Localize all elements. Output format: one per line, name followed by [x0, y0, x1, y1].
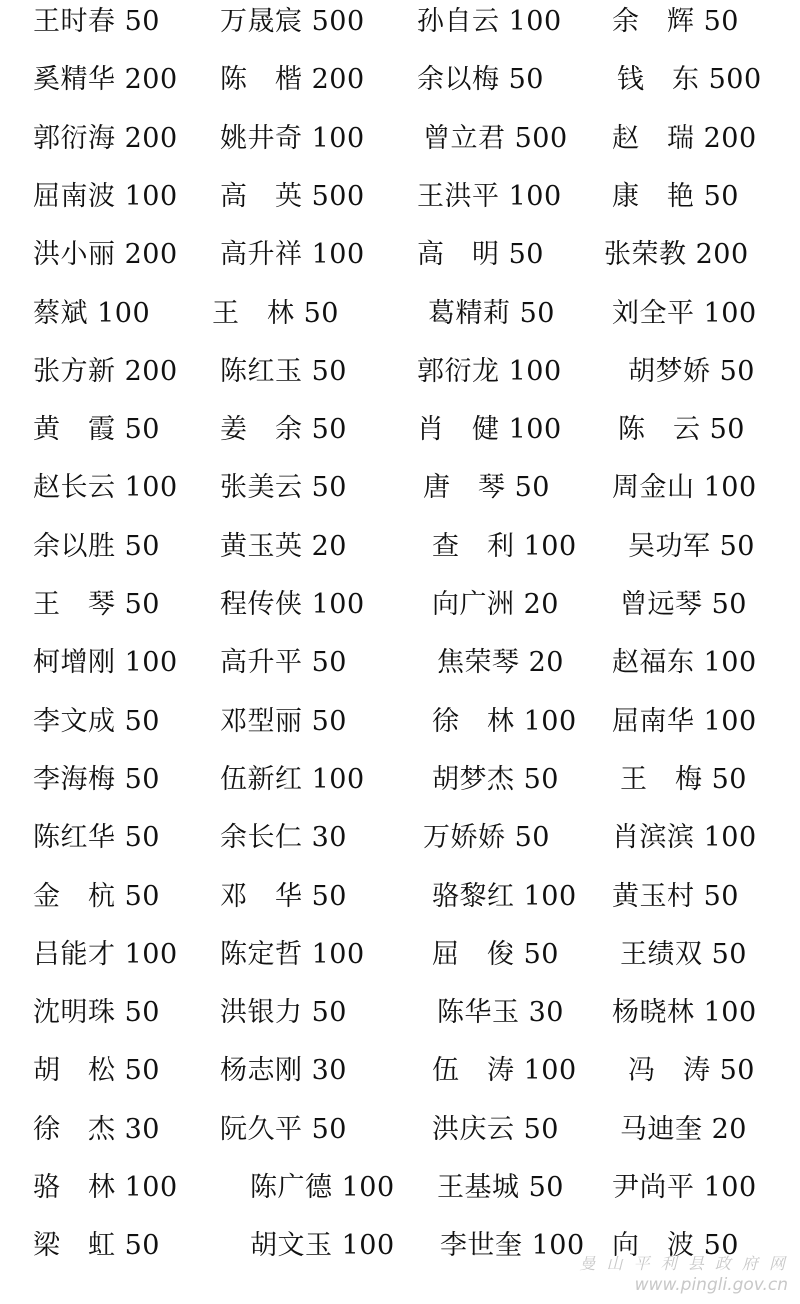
donor-entry: 奚精华 200: [33, 64, 178, 95]
donor-entry: 徐 林 100: [432, 706, 577, 737]
donor-entry: 陈红华 50: [33, 822, 160, 853]
donor-entry: 吴功军 50: [628, 531, 755, 562]
donor-entry: 陈红玉 50: [220, 356, 347, 387]
donor-entry: 屈 俊 50: [432, 939, 559, 970]
donor-entry: 骆黎红 100: [432, 881, 577, 912]
donor-entry: 陈广德 100: [250, 1172, 395, 1203]
donor-entry: 阮久平 50: [220, 1114, 347, 1145]
donor-entry: 余 辉 50: [612, 6, 739, 37]
donor-entry: 姜 余 50: [220, 414, 347, 445]
donor-entry: 万晟宸 500: [220, 6, 365, 37]
donor-entry: 康 艳 50: [612, 181, 739, 212]
donor-entry: 李世奎 100: [440, 1230, 585, 1261]
donor-entry: 胡梦杰 50: [432, 764, 559, 795]
donor-entry: 郭衍海 200: [33, 123, 178, 154]
watermark-title: 曼 山 平 利 县 政 府 网: [579, 1254, 788, 1273]
donor-entry: 胡梦娇 50: [628, 356, 755, 387]
donor-entry: 张荣教 200: [604, 239, 749, 270]
donor-entry: 徐 杰 30: [33, 1114, 160, 1145]
donor-entry: 程传侠 100: [220, 589, 365, 620]
donor-entry: 郭衍龙 100: [417, 356, 562, 387]
donor-entry: 向广洲 20: [432, 589, 559, 620]
donor-entry: 蔡斌 100: [33, 298, 151, 329]
donor-entry: 吕能才 100: [33, 939, 178, 970]
donor-entry: 焦荣琴 20: [437, 647, 564, 678]
donor-entry: 高 明 50: [417, 239, 544, 270]
donor-entry: 洪庆云 50: [432, 1114, 559, 1145]
donor-entry: 赵福东 100: [612, 647, 757, 678]
donor-entry: 梁 虹 50: [33, 1230, 160, 1261]
donor-entry: 高 英 500: [220, 181, 365, 212]
donor-entry: 金 杭 50: [33, 881, 160, 912]
donor-entry: 骆 林 100: [33, 1172, 178, 1203]
donor-entry: 伍 涛 100: [432, 1055, 577, 1086]
donor-entry: 钱 东 500: [617, 64, 762, 95]
donor-entry: 王绩双 50: [620, 939, 747, 970]
donor-entry: 王洪平 100: [417, 181, 562, 212]
donor-entry: 屈南波 100: [33, 181, 178, 212]
donor-entry: 余以梅 50: [417, 64, 544, 95]
donor-entry: 王 琴 50: [33, 589, 160, 620]
donor-entry: 查 利 100: [432, 531, 577, 562]
donor-entry: 周金山 100: [612, 472, 757, 503]
donor-entry: 陈 云 50: [618, 414, 745, 445]
donor-entry: 柯增刚 100: [33, 647, 178, 678]
donor-entry: 冯 涛 50: [628, 1055, 755, 1086]
donor-entry: 葛精莉 50: [428, 298, 555, 329]
donor-entry: 伍新红 100: [220, 764, 365, 795]
donor-entry: 唐 琴 50: [423, 472, 550, 503]
donor-entry: 屈南华 100: [612, 706, 757, 737]
donor-entry: 胡 松 50: [33, 1055, 160, 1086]
donor-entry: 杨志刚 30: [220, 1055, 347, 1086]
donor-entry: 洪小丽 200: [33, 239, 178, 270]
donor-entry: 高升平 50: [220, 647, 347, 678]
donor-entry: 张方新 200: [33, 356, 178, 387]
donor-entry: 黄玉村 50: [612, 881, 739, 912]
donor-entry: 赵 瑞 200: [612, 123, 757, 154]
donor-entry: 胡文玉 100: [250, 1230, 395, 1261]
donor-entry: 向 波 50: [612, 1230, 739, 1261]
donor-entry: 李海梅 50: [33, 764, 160, 795]
donor-entry: 余长仁 30: [220, 822, 347, 853]
donor-entry: 沈明珠 50: [33, 997, 160, 1028]
donor-entry: 马迪奎 20: [620, 1114, 747, 1145]
donor-entry: 邓 华 50: [220, 881, 347, 912]
donor-entry: 王时春 50: [33, 6, 160, 37]
donor-entry: 王基城 50: [437, 1172, 564, 1203]
donor-entry: 尹尚平 100: [612, 1172, 757, 1203]
donor-entry: 孙自云 100: [417, 6, 562, 37]
donor-entry: 陈定哲 100: [220, 939, 365, 970]
donor-entry: 高升祥 100: [220, 239, 365, 270]
donor-entry: 肖 健 100: [417, 414, 562, 445]
donor-entry: 洪银力 50: [220, 997, 347, 1028]
donor-entry: 肖滨滨 100: [612, 822, 757, 853]
site-watermark: [579, 1254, 788, 1296]
donor-entry: 王 梅 50: [620, 764, 747, 795]
donor-entry: 王 林 50: [212, 298, 339, 329]
donor-entry: 曾远琴 50: [620, 589, 747, 620]
donor-entry: 陈华玉 30: [437, 997, 564, 1028]
donor-entry: 陈 楷 200: [220, 64, 365, 95]
donor-entry: 黄 霞 50: [33, 414, 160, 445]
donor-entry: 张美云 50: [220, 472, 347, 503]
donor-entry: 姚井奇 100: [220, 123, 365, 154]
donor-entry: 余以胜 50: [33, 531, 160, 562]
donor-entry: 赵长云 100: [33, 472, 178, 503]
donor-entry: 曾立君 500: [423, 123, 568, 154]
watermark-url: www.pingli.gov.cn: [634, 1275, 788, 1295]
donor-entry: 黄玉英 20: [220, 531, 347, 562]
donor-entry: 刘全平 100: [612, 298, 757, 329]
donor-entry: 李文成 50: [33, 706, 160, 737]
donor-entry: 万娇娇 50: [423, 822, 550, 853]
donor-entry: 邓型丽 50: [220, 706, 347, 737]
donor-entry: 杨晓林 100: [612, 997, 757, 1028]
